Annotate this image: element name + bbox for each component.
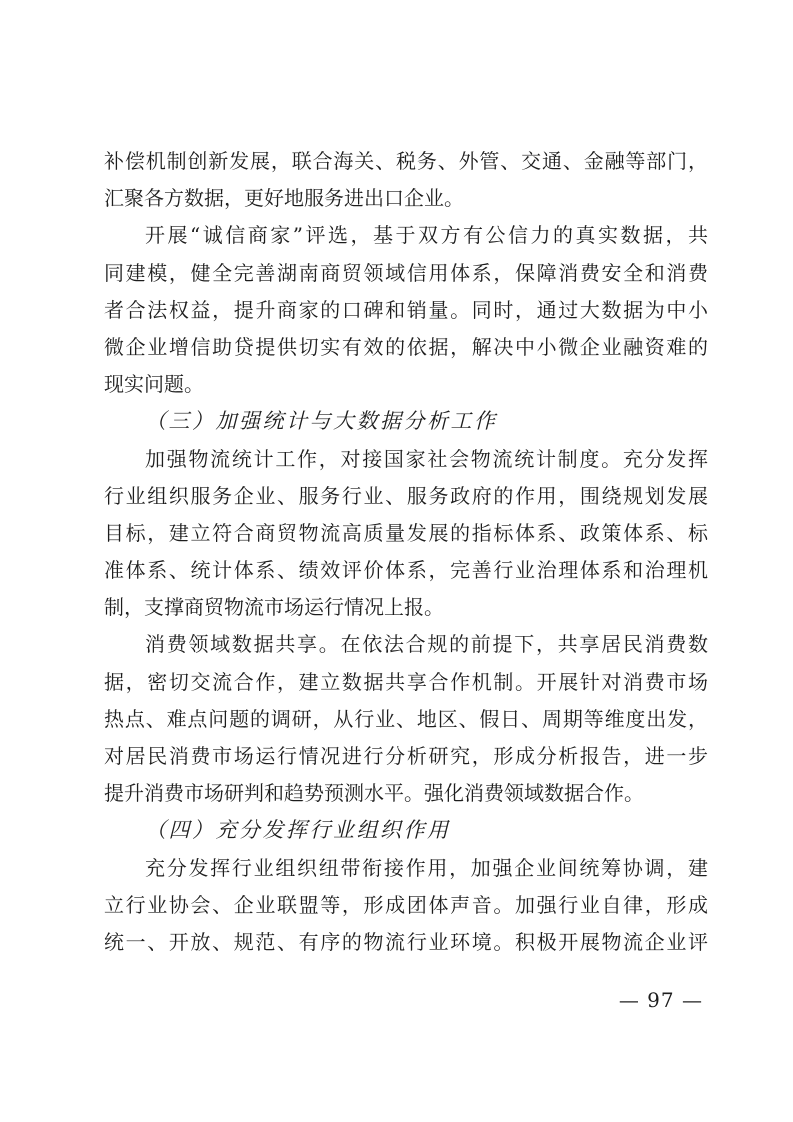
text-line: 对居民消费市场运行情况进行分析研究，形成分析报告，进一步 — [104, 744, 708, 768]
text-line: 目标，建立符合商贸物流高质量发展的指标体系、政策体系、标 — [104, 520, 708, 545]
text-line: 消费领域数据共享。在依法合规的前提下，共享居民消费数 — [145, 632, 708, 657]
paragraph — [104, 217, 708, 403]
heading-line: （三）加强统计与大数据分析工作 — [145, 409, 498, 434]
text-line: 统一、开放、规范、有序的物流行业环境。积极开展物流企业评 — [104, 929, 708, 954]
text-line: 微企业增信助贷提供切实有效的依据，解决中小微企业融资难的 — [104, 334, 708, 359]
text-line: 准体系、统计体系、绩效评价体系，完善行业治理体系和治理机 — [104, 558, 708, 583]
text-line: 汇聚各方数据，更好地服务进出口企业。 — [104, 186, 464, 211]
text-line: 补偿机制创新发展，联合海关、税务、外管、交通、金融等部门， — [104, 149, 708, 173]
paragraph — [104, 441, 708, 627]
text-line: 现实问题。 — [104, 372, 204, 397]
paragraph — [104, 850, 708, 962]
section-heading — [104, 403, 708, 440]
text-line: 据，密切交流合作，建立数据共享合作机制。开展针对消费市场 — [104, 669, 708, 694]
text-line: 提升消费市场研判和趋势预测水平。强化消费领域数据合作。 — [104, 781, 644, 806]
text-line: 开展“诚信商家”评选，基于双方有公信力的真实数据，共 — [145, 223, 708, 248]
text-line: 立行业协会、企业联盟等，形成团体声音。加强行业自律，形成 — [104, 892, 708, 917]
text-line: 行业组织服务企业、服务行业、服务政府的作用，围绕规划发展 — [104, 483, 708, 508]
text-line: 充分发挥行业组织纽带衔接作用，加强企业间统筹协调，建 — [145, 855, 708, 880]
document-body — [104, 143, 708, 961]
paragraph — [104, 626, 708, 812]
text-line: 者合法权益，提升商家的口碑和销量。同时，通过大数据为中小 — [104, 297, 708, 322]
heading-line: （四）充分发挥行业组织作用 — [145, 818, 451, 843]
page-footer — [619, 986, 703, 1014]
text-line: 同建模，健全完善湖南商贸领域信用体系，保障消费安全和消费 — [104, 260, 708, 285]
text-line: 加强物流统计工作，对接国家社会物流统计制度。充分发挥 — [145, 446, 708, 471]
text-line: 热点、难点问题的调研，从行业、地区、假日、周期等维度出发， — [104, 706, 708, 731]
paragraph — [104, 143, 708, 217]
section-heading — [104, 812, 708, 849]
page-number: — 97 — — [618, 988, 703, 1012]
text-line: 制，支撑商贸物流市场运行情况上报。 — [104, 595, 444, 620]
